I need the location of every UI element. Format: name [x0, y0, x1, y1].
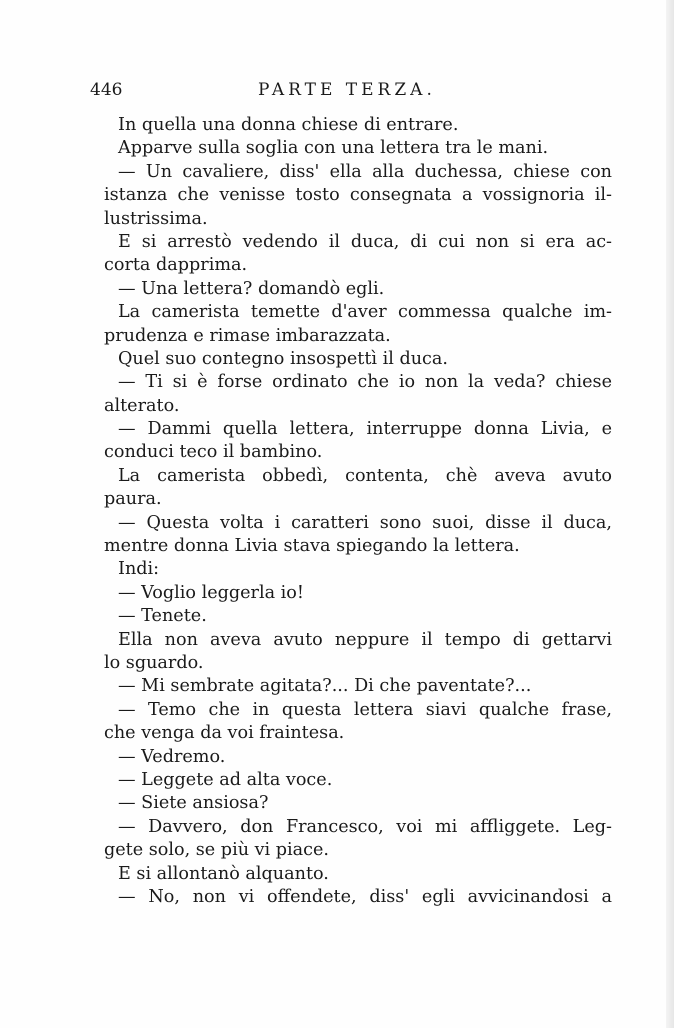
text-line: — Ti si è forse ordinato che io non la veda? chiese	[118, 372, 612, 393]
text-line: Ella non aveva avuto neppure il tempo di gettarvi	[118, 629, 612, 650]
text-line: lustrissima.	[104, 208, 208, 229]
text-line: La camerista obbedì, contenta, chè aveva avuto	[118, 465, 612, 486]
text-line: La camerista temette d'aver commessa qualche im-	[118, 302, 612, 323]
text-line: — Tenete.	[118, 606, 207, 627]
text-line: — Mi sembrate agitata?... Di che paventate?...	[118, 676, 532, 697]
text-line: — Vedremo.	[118, 746, 226, 767]
text-line: che venga da voi fraintesa.	[104, 723, 345, 744]
text-line: conduci teco il bambino.	[104, 442, 323, 463]
text-line: — No, non vi offendete, diss' egli avvicinandosi a	[118, 886, 612, 907]
text-line: Indi:	[118, 559, 160, 580]
running-head: PARTE TERZA.	[258, 80, 436, 100]
page-edge	[666, 0, 674, 1028]
text-line: prudenza e rimase imbarazzata.	[104, 325, 391, 346]
text-line: — Davvero, don Francesco, voi mi affliggete. Leg-	[118, 816, 612, 837]
text-line: — Dammi quella lettera, interruppe donna Livia, e	[118, 419, 612, 440]
text-line: Apparve sulla soglia con una lettera tra le mani.	[118, 138, 549, 159]
text-line: corta dapprima.	[104, 255, 248, 276]
text-line: E si arrestò vedendo il duca, di cui non si era ac-	[118, 231, 612, 252]
text-line: — Leggete ad alta voce.	[118, 769, 333, 790]
text-line: E si allontanò alquanto.	[118, 863, 329, 884]
text-line: istanza che venisse tosto consegnata a vossignoria il-	[104, 185, 612, 206]
text-line: paura.	[104, 489, 162, 510]
text-line: mentre donna Livia stava spiegando la lettera.	[104, 536, 520, 557]
page-header	[90, 80, 610, 104]
text-line: lo sguardo.	[104, 652, 204, 673]
text-line: — Un cavaliere, diss' ella alla duchessa, chiese con	[118, 161, 612, 182]
text-line: In quella una donna chiese di entrare.	[118, 115, 459, 135]
body-text	[104, 114, 612, 909]
text-line: Quel suo contegno insospettì il duca.	[118, 348, 448, 369]
page-number: 446	[90, 80, 123, 100]
text-line: — Questa volta i caratteri sono suoi, disse il duca,	[118, 512, 612, 533]
text-line: — Una lettera? domandò egli.	[118, 278, 385, 299]
text-line: — Temo che in questa lettera siavi qualche frase,	[118, 699, 612, 720]
text-line: gete solo, se più vi piace.	[104, 840, 330, 861]
text-line: — Siete ansiosa?	[118, 793, 269, 814]
text-line: — Voglio leggerla io!	[118, 582, 304, 603]
text-line: alterato.	[104, 395, 180, 416]
